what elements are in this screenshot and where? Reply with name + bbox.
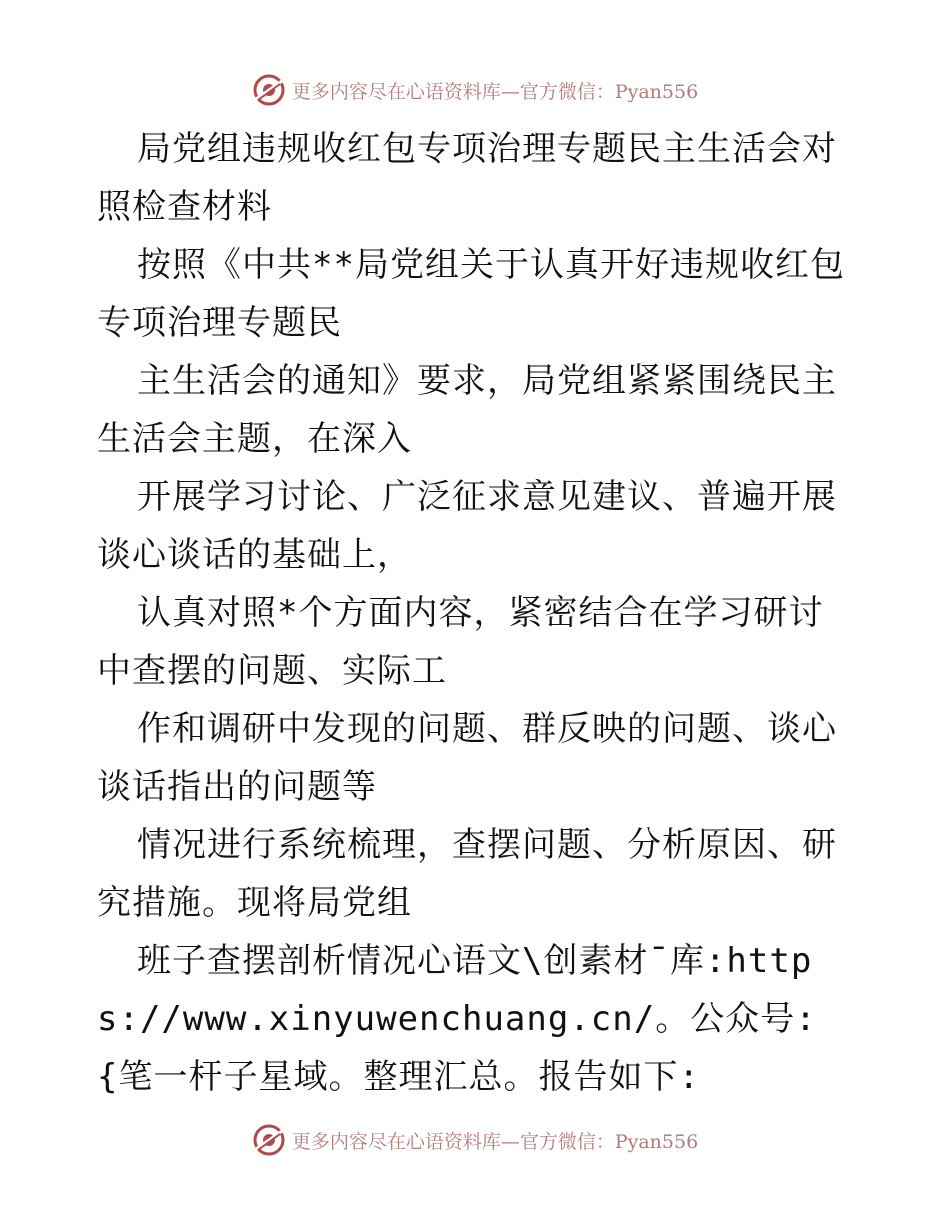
watermark-banner-bottom [0, 1120, 950, 1160]
paragraph: 情况进行系统梳理，查摆问题、分析原因、研究措施。现将局党组 [97, 825, 837, 923]
paragraph: 按照《中共**局党组关于认真开好违规收红包专项治理专题民 [97, 245, 845, 343]
paragraph: 主生活会的通知》要求，局党组紧紧围绕民主生活会主题，在深入 [97, 361, 837, 459]
paragraph: 开展学习讨论、广泛征求意见建议、普遍开展谈心谈话的基础上， [97, 477, 837, 575]
logo-icon [252, 1123, 286, 1157]
logo-icon [252, 73, 286, 107]
document-title: 局党组违规收红包专项治理专题民主生活会对照检查材料 [97, 129, 837, 227]
watermark-text: 更多内容尽在心语资料库—官方微信：Pyan556 [291, 1130, 699, 1153]
document-body [97, 120, 857, 1106]
paragraph: 班子查摆剖析情况心语文\创素材¯库:https://www.xinyuwenchuang.cn/。公众号:{笔一杆子星域。整理汇总。报告如下: [97, 941, 817, 1097]
paragraph: 认真对照*个方面内容，紧密结合在学习研讨中查摆的问题、实际工 [97, 593, 824, 691]
paragraph: 作和调研中发现的问题、群反映的问题、谈心谈话指出的问题等 [97, 709, 837, 807]
watermark-text: 更多内容尽在心语资料库—官方微信：Pyan556 [291, 80, 699, 103]
watermark-banner-top [0, 70, 950, 110]
